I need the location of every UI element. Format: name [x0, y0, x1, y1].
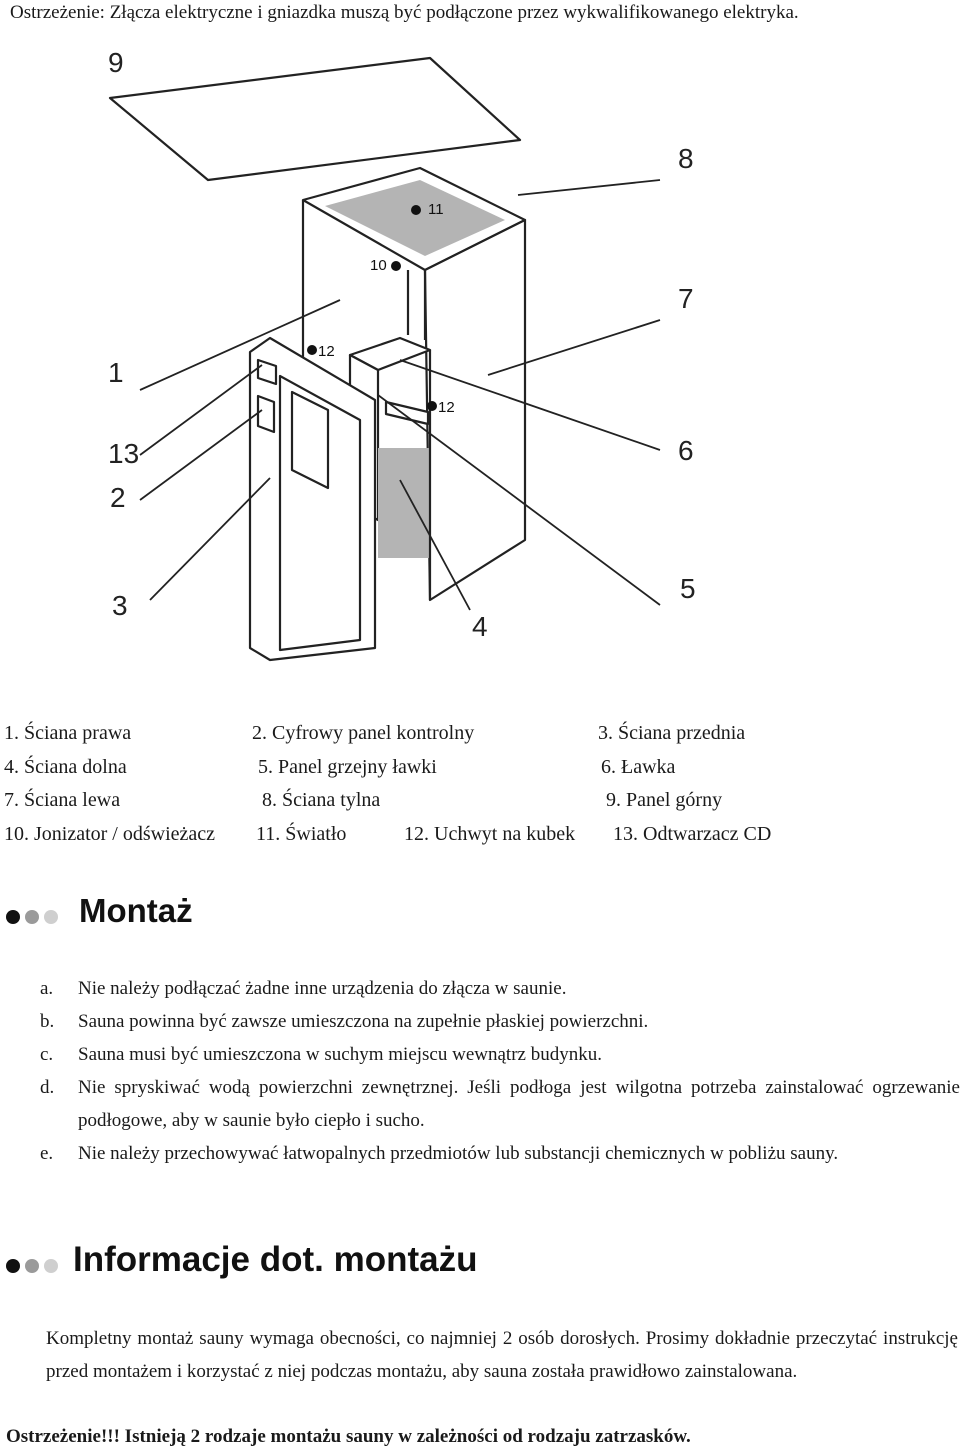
list-item: a. Nie należy podłączać żadne inne urządzenia do złącza w saunie. [40, 978, 567, 999]
list-item: e. Nie należy przechowywać łatwopalnych przedmiotów lub substancji chemicznych w pobliżu sauny. [40, 1143, 839, 1164]
part-label: 13. Odtwarzacz CD [613, 823, 772, 845]
section-heading-informacje: Informacje dot. montażu [6, 1240, 477, 1282]
marker-dot-12b [427, 401, 437, 411]
top-panel-shape [110, 58, 520, 180]
info-paragraph: Kompletny montaż sauny wymaga obecności, co najmniej 2 osób dorosłych. Prosimy dokładnie przeczytać instrukcję przed montażem i korzystać z niej podczas montażu, aby sauna została prawidłowo zainstalowana. [46, 1328, 958, 1382]
part-label: 11. Światło [256, 823, 347, 845]
part-label: 3. Ściana przednia [598, 722, 746, 744]
bullet-dots-icon [6, 1242, 63, 1282]
part-label: 2. Cyfrowy panel kontrolny [252, 722, 475, 744]
section-heading-montaz: Montaż [6, 892, 193, 932]
list-item: d. Nie spryskiwać wodą powierzchni zewnętrznej. Jeśli podłoga jest wilgotna potrzeba zainstalować ogrzewanie podłogowe, aby w saunie było ciepło i sucho. [40, 1077, 960, 1131]
callout-3: 3 [112, 590, 128, 621]
marker-dot-10 [391, 261, 401, 271]
callout-8: 8 [678, 143, 694, 174]
inner-label-10: 10 [370, 257, 387, 274]
sauna-exploded-diagram [0, 36, 960, 686]
warning-bottom: Ostrzeżenie!!! Istnieją 2 rodzaje montażu sauny w zależności od rodzaju zatrzasków. [6, 1426, 691, 1447]
door-window-shape [292, 392, 328, 488]
part-label: 7. Ściana lewa [4, 789, 121, 811]
callout-13: 13 [108, 438, 140, 469]
part-label: 9. Panel górny [606, 789, 723, 811]
marker-dot-12a [307, 345, 317, 355]
inner-label-12a: 12 [318, 343, 335, 360]
callout-5: 5 [680, 573, 696, 604]
bench-heater-shape [378, 448, 430, 558]
part-label: 1. Ściana prawa [4, 722, 132, 744]
bullet-dots-icon [6, 894, 63, 932]
part-label: 10. Jonizator / odświeżacz [4, 823, 216, 845]
part-label: 5. Panel grzejny ławki [258, 756, 437, 778]
inner-label-12b: 12 [438, 399, 455, 416]
callout-9: 9 [108, 47, 124, 78]
part-label: 8. Ściana tylna [262, 789, 381, 811]
part-label: 4. Ściana dolna [4, 756, 127, 778]
callout-1: 1 [108, 357, 124, 388]
list-item: c. Sauna musi być umieszczona w suchym miejscu wewnątrz budynku. [40, 1044, 602, 1065]
callout-4: 4 [472, 611, 488, 642]
marker-dot-11 [411, 205, 421, 215]
callout-2: 2 [110, 482, 126, 513]
montaz-list [40, 972, 960, 1170]
callout-7: 7 [678, 283, 694, 314]
part-label: 12. Uchwyt na kubek [404, 823, 576, 845]
inner-label-11: 11 [428, 201, 444, 218]
warning-top: Ostrzeżenie: Złącza elektryczne i gniazdka muszą być podłączone przez wykwalifikowanego elektryka. [10, 2, 799, 23]
list-item: b. Sauna powinna być zawsze umieszczona na zupełnie płaskiej powierzchni. [40, 1011, 649, 1032]
part-label: 6. Ławka [601, 756, 676, 778]
callout-6: 6 [678, 435, 694, 466]
cd-player-shape [258, 396, 274, 432]
